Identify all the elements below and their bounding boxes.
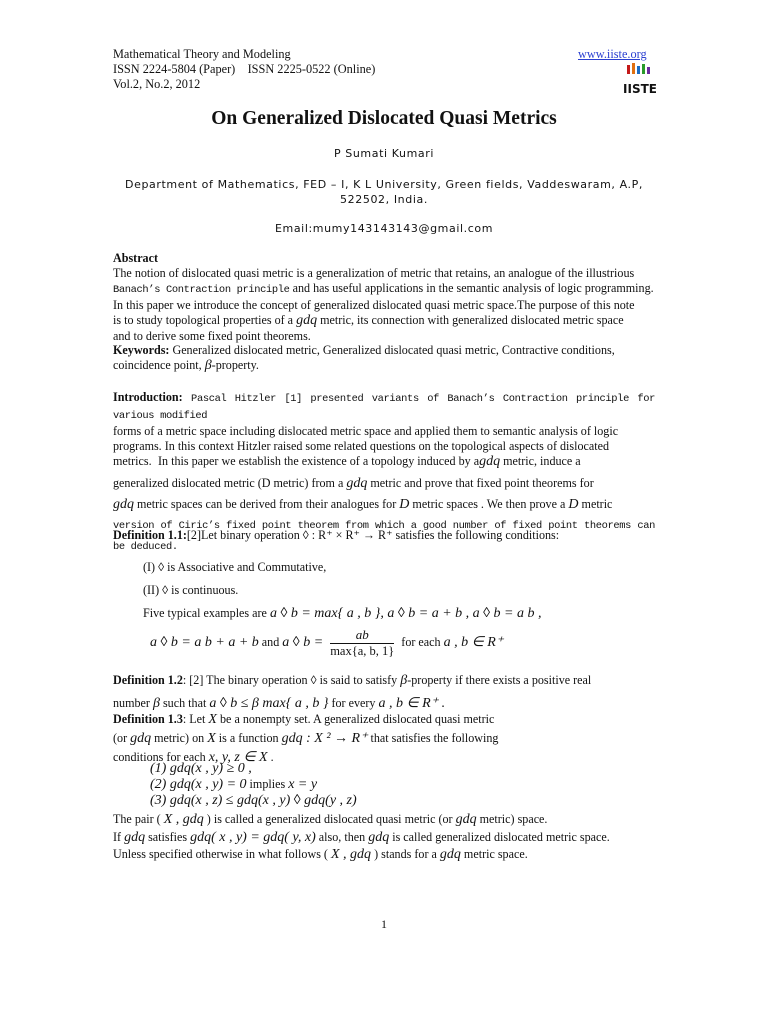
abstract-section — [113, 251, 655, 374]
journal-issn: ISSN 2224-5804 (Paper) ISSN 2225-0522 (Online) — [113, 62, 376, 76]
definition-1-1 — [113, 528, 655, 543]
definition-1-3-continued: The pair ( X , gdq ) is called a generalized dislocated quasi metric (or gdq metric) space. If gdq satisfies gdq( x , y) = gdq( y, x) also, then gdq is called generalized dislocated metric space. Unless specified otherwise in what follows ( X , gdq ) stands for a gdq metric space. — [113, 812, 610, 862]
fraction-ab-over-max: $\frac{ab}{\max\{a, b, 1\}}$ — [330, 627, 395, 658]
abstract-line: and to derive some fixed point theorems. — [113, 328, 311, 343]
journal-name: Mathematical Theory and Modeling — [113, 47, 291, 61]
definition-label: Definition 1.3 — [113, 712, 183, 726]
intro-line: metrics. — [113, 453, 152, 468]
abstract-line: Banach’s Contraction principle and has useful applications in the semantic analysis of logic programming. — [113, 280, 654, 296]
affiliation-line-2: 522502, India. — [340, 193, 428, 206]
abstract-line: is to study topological properties of a gdq metric, its connection with generalized dislocated metric space — [113, 312, 624, 328]
intro-line: In this paper we establish the existence of a topology induced by agdq metric, induce a — [158, 454, 581, 469]
iiste-logo — [624, 62, 656, 96]
journal-volume: Vol.2, No.2, 2012 — [113, 77, 201, 91]
intro-line: gdq metric spaces can be derived from their analogues for D metric spaces . We then prove a D metric — [113, 497, 613, 512]
author-name: P Sumati Kumari — [333, 147, 435, 160]
gdq-condition-3: (3) gdq(x , z) ≤ gdq(x , y) ◊ gdq(y , z) — [150, 793, 357, 808]
gdq-condition-2: (2) gdq(x , y) = 0 implies x = y — [150, 777, 318, 792]
page-number: 1 — [381, 917, 387, 931]
affiliation-line-1: Department of Mathematics, FED – I, K L University, Green fields, Vaddeswaram, A.P, — [125, 178, 643, 191]
intro-line: generalized dislocated metric (D metric) from a gdq metric and prove that fixed point theorems for — [113, 475, 594, 491]
condition-1: (I) ◊ is Associative and Commutative, — [143, 560, 327, 574]
condition-2: (II) ◊ is continuous. — [143, 583, 239, 597]
definition-label: Definition 1.1: — [113, 528, 187, 542]
definition-1-3: Definition 1.3: Let X be a nonempty set. A generalized dislocated quasi metric (or gdq metric) on X is a function gdq : X ² → R⁺ that satisfies the following conditions for each x, y, z ∈ X . — [113, 712, 499, 765]
abstract-line: The notion of dislocated quasi metric is a generalization of metric that retains, an analogue of the illustrious — [113, 265, 635, 280]
intro-line: version of Ciric’s fixed point theorem from which a good number of fixed point theorems can be deduced. — [113, 519, 655, 553]
intro-line: forms of a metric space including dislocated metric space and applied them to semantic analysis of logic — [113, 423, 619, 438]
definition-1-2: Definition 1.2: [2] The binary operation ◊ is said to satisfy β-property if there exists a positive real number β such that a ◊ b ≤ β max{ a , b } for every a , b ∈ R⁺ . — [113, 673, 592, 711]
journal-header — [113, 47, 375, 92]
gdq-condition-1: (1) gdq(x , y) ≥ 0 , — [150, 761, 252, 776]
keywords-line: coincidence point, β-property. — [113, 358, 259, 374]
journal-website-link[interactable]: www.iiste.org — [578, 47, 647, 61]
logo-text: IISTE — [624, 82, 656, 96]
paper-title: On Generalized Dislocated Quasi Metrics — [211, 108, 557, 129]
definition-label: Definition 1.2 — [113, 673, 183, 687]
examples-line-1: Five typical examples are a ◊ b = max{ a , b }, a ◊ b = a + b , a ◊ b = a b , — [143, 606, 542, 621]
definition-text: [2]Let binary operation ◊ : R⁺ × R⁺ → R⁺ satisfies the following conditions: — [186, 528, 560, 542]
keywords-line: Keywords: Generalized dislocated metric, Generalized dislocated quasi metric, Contractive conditions, — [113, 343, 615, 358]
intro-line: programs. In this context Hitzler raised some related questions on the topological aspects of dislocated — [113, 438, 610, 453]
examples-line-2: a ◊ b = a b + a + b and a ◊ b = $\frac{ab}{\max\{a, b, 1\}}$ for each a , b ∈ R⁺ — [150, 627, 504, 658]
abstract-line: In this paper we introduce the concept of generalized dislocated quasi metric space.The purpose of this note — [113, 297, 635, 312]
author-email: Email:mumy143143143@gmail.com — [274, 222, 494, 235]
abstract-heading: Abstract — [113, 251, 159, 265]
intro-line: Introduction: Pascal Hitzler [1] presented variants of Banach’s Contraction principle for various modified — [113, 390, 655, 422]
